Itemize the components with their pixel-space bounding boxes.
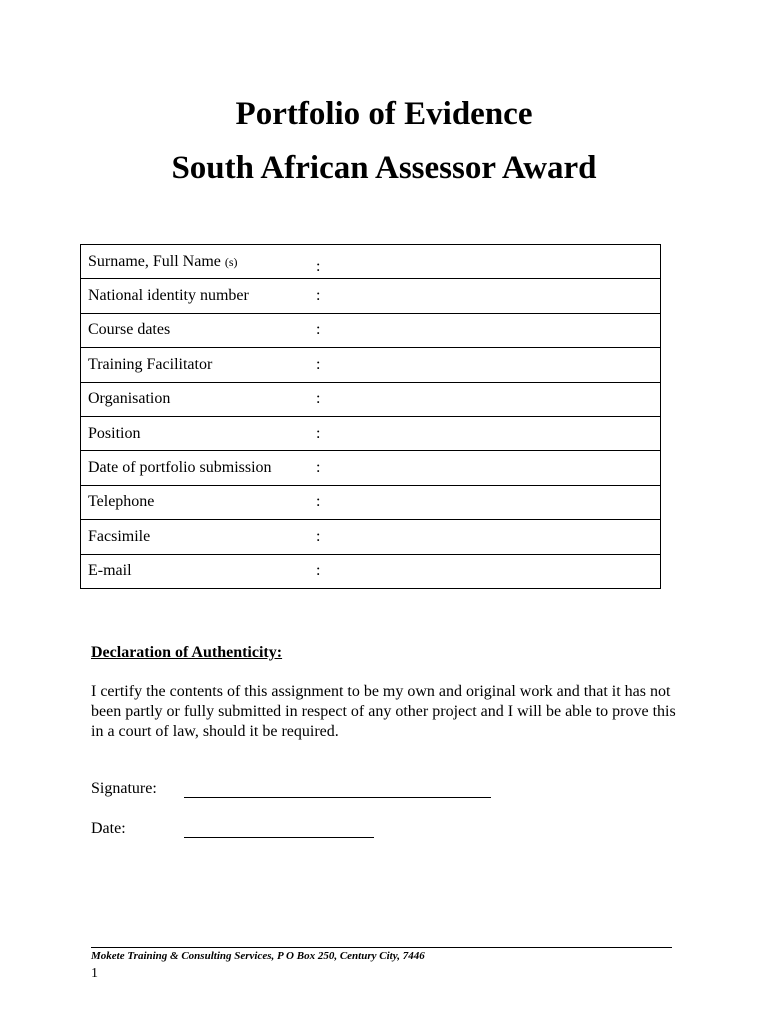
table-row	[81, 554, 661, 588]
signature-label: Signature:	[91, 780, 157, 797]
table-row	[81, 416, 661, 450]
field-colon: :	[316, 390, 321, 408]
field-label: National identity number	[81, 279, 317, 313]
field-label: Date of portfolio submission	[81, 451, 317, 485]
table-row	[81, 451, 661, 485]
field-label-text: Surname, Full Name	[88, 252, 221, 270]
footer-address: Mokete Training & Consulting Services, P O Box 250, Century City, 7446	[91, 950, 425, 962]
field-colon: :	[316, 562, 321, 580]
field-label	[81, 245, 317, 279]
field-colon: :	[316, 355, 321, 373]
field-value[interactable]	[316, 520, 661, 554]
table-row	[81, 485, 661, 519]
field-value[interactable]	[316, 382, 661, 416]
signature-line[interactable]	[184, 781, 491, 798]
field-colon: :	[316, 459, 321, 477]
title-line-2: South African Assessor Award	[171, 150, 597, 186]
table-row	[81, 348, 661, 382]
field-label: Training Facilitator	[81, 348, 317, 382]
field-colon: :	[316, 321, 321, 339]
field-value[interactable]	[316, 416, 661, 450]
table-row	[81, 313, 661, 347]
page-number: 1	[91, 966, 98, 981]
field-colon: :	[316, 424, 321, 442]
date-label: Date:	[91, 820, 126, 837]
field-label: Position	[81, 416, 317, 450]
field-label-suffix: (s)	[224, 254, 238, 269]
declaration-text: I certify the contents of this assignment to be my own and original work and that it has not been partly or fully submitted in respect of any other project and I will be able to prove this in a court of law, should it be required.	[91, 683, 676, 740]
field-value[interactable]	[316, 451, 661, 485]
declaration-heading: Declaration of Authenticity:	[91, 644, 283, 661]
field-value[interactable]	[316, 279, 661, 313]
field-colon: :	[316, 257, 321, 275]
field-colon: :	[316, 287, 321, 305]
details-table	[80, 244, 661, 589]
field-colon: :	[316, 493, 321, 511]
footer-divider	[91, 947, 672, 948]
field-value[interactable]	[316, 554, 661, 588]
field-label: E-mail	[81, 554, 317, 588]
field-value[interactable]	[316, 485, 661, 519]
table-row	[81, 520, 661, 554]
field-value[interactable]	[316, 245, 661, 279]
field-colon: :	[316, 527, 321, 545]
table-row	[81, 245, 661, 279]
table-row	[81, 382, 661, 416]
title-line-1: Portfolio of Evidence	[235, 96, 533, 132]
field-label: Telephone	[81, 485, 317, 519]
table-row	[81, 279, 661, 313]
field-value[interactable]	[316, 348, 661, 382]
date-row	[91, 820, 374, 838]
field-value[interactable]	[316, 313, 661, 347]
field-label: Facsimile	[81, 520, 317, 554]
date-line[interactable]	[184, 821, 374, 838]
field-label: Course dates	[81, 313, 317, 347]
signature-row	[91, 780, 491, 798]
field-label: Organisation	[81, 382, 317, 416]
